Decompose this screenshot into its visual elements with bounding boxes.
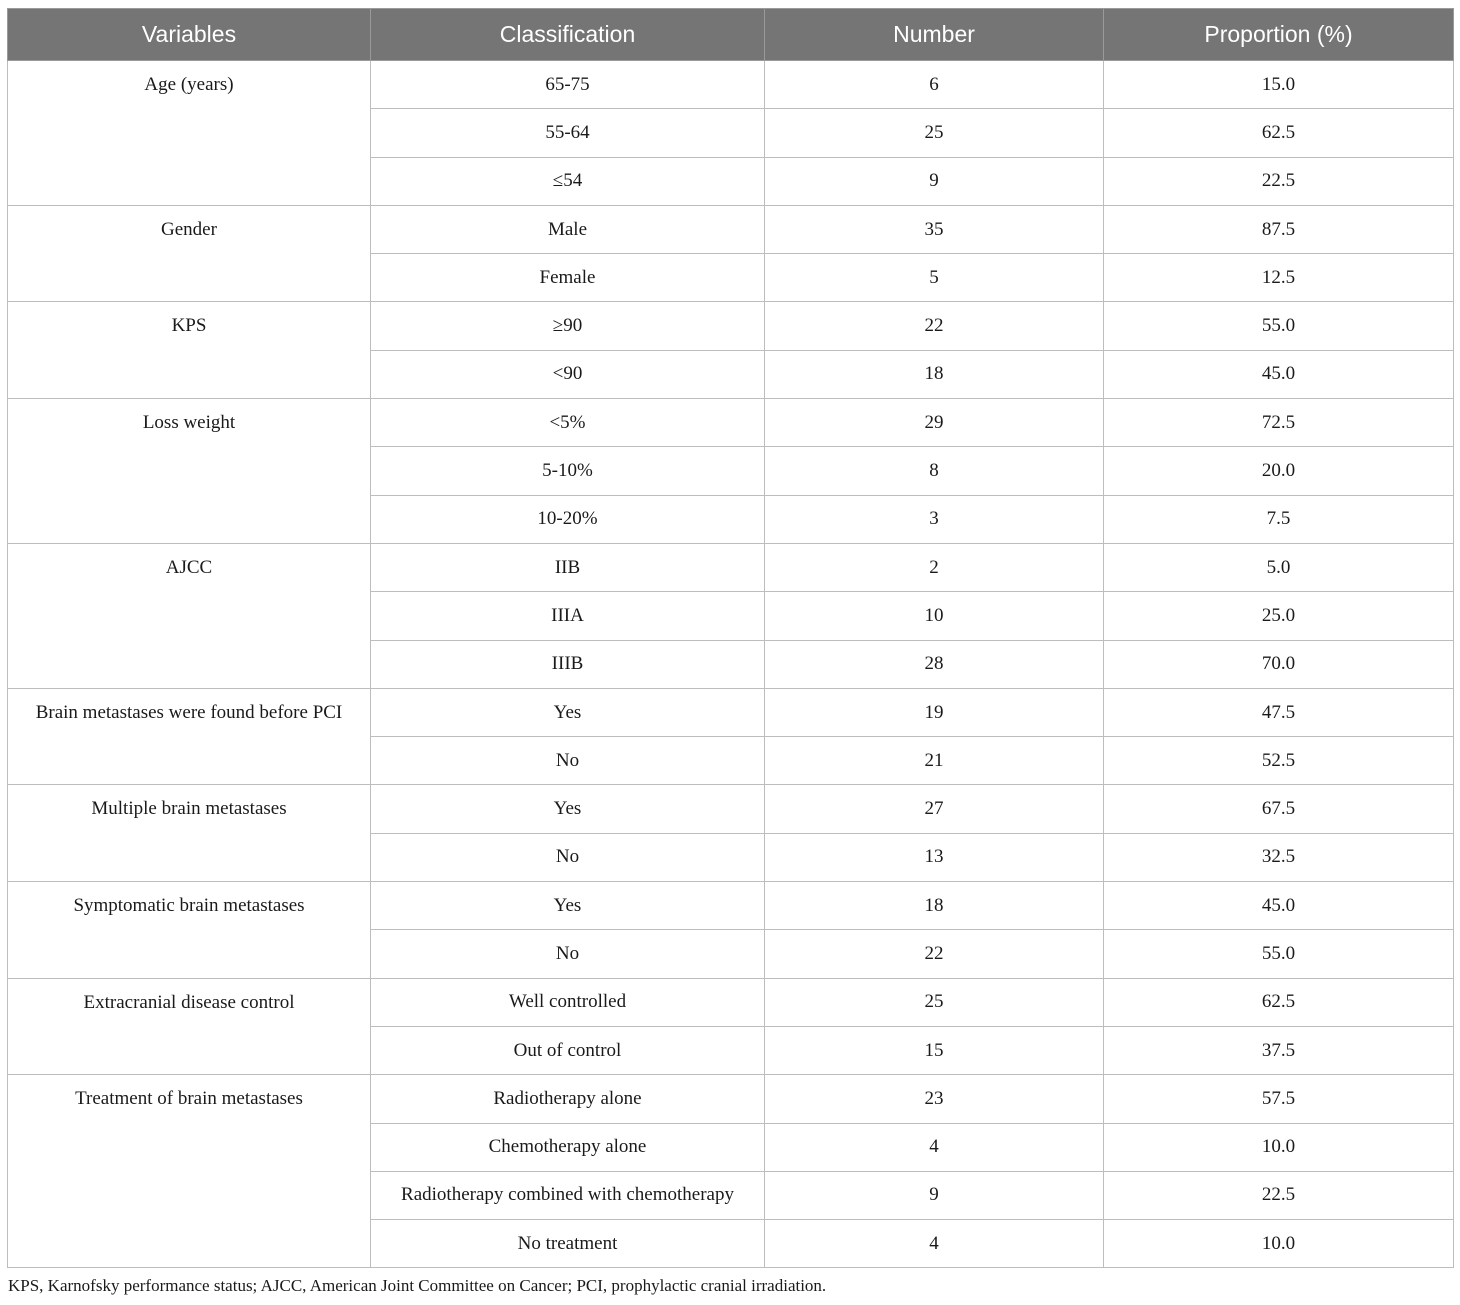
cell-classification: No <box>371 833 765 881</box>
cell-classification: Yes <box>371 688 765 736</box>
cell-number: 35 <box>765 205 1104 253</box>
cell-proportion: 62.5 <box>1104 109 1454 157</box>
cell-variable <box>8 109 371 157</box>
cell-classification: ≤54 <box>371 157 765 205</box>
cell-proportion: 25.0 <box>1104 592 1454 640</box>
table-row <box>8 688 1454 736</box>
cell-variable: Treatment of brain metastases <box>8 1075 371 1123</box>
cell-classification: 10-20% <box>371 495 765 543</box>
cell-proportion: 32.5 <box>1104 833 1454 881</box>
table-row <box>8 1123 1454 1171</box>
cell-variable: KPS <box>8 302 371 350</box>
cell-number: 18 <box>765 882 1104 930</box>
cell-variable <box>8 930 371 978</box>
cell-classification: IIIA <box>371 592 765 640</box>
table-row <box>8 350 1454 398</box>
cell-number: 9 <box>765 1171 1104 1219</box>
cell-classification: <90 <box>371 350 765 398</box>
cell-classification: Yes <box>371 785 765 833</box>
header-variables: Variables <box>8 9 371 61</box>
cell-proportion: 45.0 <box>1104 882 1454 930</box>
table-row <box>8 543 1454 591</box>
cell-proportion: 37.5 <box>1104 1026 1454 1074</box>
cell-classification: No treatment <box>371 1220 765 1268</box>
cell-variable: Extracranial disease control <box>8 978 371 1026</box>
table-row <box>8 1220 1454 1268</box>
cell-number: 3 <box>765 495 1104 543</box>
cell-number: 22 <box>765 930 1104 978</box>
cell-number: 13 <box>765 833 1104 881</box>
cell-classification: Yes <box>371 882 765 930</box>
cell-proportion: 10.0 <box>1104 1123 1454 1171</box>
table-row <box>8 254 1454 302</box>
cell-proportion: 87.5 <box>1104 205 1454 253</box>
cell-variable: Gender <box>8 205 371 253</box>
cell-proportion: 62.5 <box>1104 978 1454 1026</box>
cell-classification: Female <box>371 254 765 302</box>
cell-classification: Chemotherapy alone <box>371 1123 765 1171</box>
table-row <box>8 1075 1454 1123</box>
table-row <box>8 833 1454 881</box>
cell-proportion: 7.5 <box>1104 495 1454 543</box>
table-row <box>8 882 1454 930</box>
cell-variable <box>8 1026 371 1074</box>
cell-variable: Symptomatic brain metastases <box>8 882 371 930</box>
cell-variable <box>8 1220 371 1268</box>
cell-proportion: 22.5 <box>1104 1171 1454 1219</box>
table-row <box>8 205 1454 253</box>
cell-number: 25 <box>765 109 1104 157</box>
cell-variable <box>8 592 371 640</box>
cell-classification: Well controlled <box>371 978 765 1026</box>
patient-characteristics-table <box>7 8 1454 1268</box>
cell-proportion: 55.0 <box>1104 930 1454 978</box>
table-row <box>8 737 1454 785</box>
cell-proportion: 70.0 <box>1104 640 1454 688</box>
cell-number: 28 <box>765 640 1104 688</box>
table-row <box>8 495 1454 543</box>
cell-proportion: 20.0 <box>1104 447 1454 495</box>
cell-classification: No <box>371 930 765 978</box>
cell-number: 5 <box>765 254 1104 302</box>
table-row <box>8 930 1454 978</box>
cell-variable <box>8 833 371 881</box>
cell-classification: IIIB <box>371 640 765 688</box>
cell-classification: Radiotherapy combined with chemotherapy <box>371 1171 765 1219</box>
cell-number: 8 <box>765 447 1104 495</box>
cell-number: 19 <box>765 688 1104 736</box>
cell-proportion: 10.0 <box>1104 1220 1454 1268</box>
table-row <box>8 592 1454 640</box>
cell-proportion: 55.0 <box>1104 302 1454 350</box>
table-row <box>8 399 1454 447</box>
cell-classification: Male <box>371 205 765 253</box>
cell-proportion: 57.5 <box>1104 1075 1454 1123</box>
table-row <box>8 1171 1454 1219</box>
cell-variable: AJCC <box>8 543 371 591</box>
header-number: Number <box>765 9 1104 61</box>
cell-number: 4 <box>765 1123 1104 1171</box>
cell-number: 9 <box>765 157 1104 205</box>
cell-variable <box>8 737 371 785</box>
cell-classification: 5-10% <box>371 447 765 495</box>
cell-classification: 55-64 <box>371 109 765 157</box>
cell-number: 22 <box>765 302 1104 350</box>
header-classification: Classification <box>371 9 765 61</box>
cell-number: 25 <box>765 978 1104 1026</box>
cell-classification: No <box>371 737 765 785</box>
cell-number: 15 <box>765 1026 1104 1074</box>
cell-classification: <5% <box>371 399 765 447</box>
table-row <box>8 61 1454 109</box>
cell-proportion: 12.5 <box>1104 254 1454 302</box>
table-row <box>8 109 1454 157</box>
cell-number: 2 <box>765 543 1104 591</box>
cell-classification: ≥90 <box>371 302 765 350</box>
cell-variable: Multiple brain metastases <box>8 785 371 833</box>
cell-classification: IIB <box>371 543 765 591</box>
cell-proportion: 67.5 <box>1104 785 1454 833</box>
cell-variable <box>8 157 371 205</box>
cell-variable: Age (years) <box>8 61 371 109</box>
cell-proportion: 72.5 <box>1104 399 1454 447</box>
table-row <box>8 640 1454 688</box>
cell-number: 18 <box>765 350 1104 398</box>
table-row <box>8 447 1454 495</box>
cell-variable <box>8 640 371 688</box>
cell-number: 10 <box>765 592 1104 640</box>
cell-proportion: 45.0 <box>1104 350 1454 398</box>
table-row <box>8 302 1454 350</box>
cell-proportion: 15.0 <box>1104 61 1454 109</box>
table-header <box>8 9 1454 61</box>
table-footnote: KPS, Karnofsky performance status; AJCC, American Joint Committee on Cancer; PCI, prophylactic cranial irradiation. <box>8 1276 827 1295</box>
cell-proportion: 22.5 <box>1104 157 1454 205</box>
cell-proportion: 47.5 <box>1104 688 1454 736</box>
cell-variable: Brain metastases were found before PCI <box>8 688 371 736</box>
table-body <box>8 61 1454 1268</box>
cell-proportion: 52.5 <box>1104 737 1454 785</box>
header-row <box>8 9 1454 61</box>
header-proportion: Proportion (%) <box>1104 9 1454 61</box>
table-row <box>8 157 1454 205</box>
cell-variable <box>8 254 371 302</box>
cell-variable <box>8 447 371 495</box>
data-table-container <box>7 8 1453 1268</box>
cell-variable <box>8 1171 371 1219</box>
cell-number: 29 <box>765 399 1104 447</box>
cell-variable <box>8 495 371 543</box>
table-row <box>8 978 1454 1026</box>
cell-number: 6 <box>765 61 1104 109</box>
cell-proportion: 5.0 <box>1104 543 1454 591</box>
cell-classification: Out of control <box>371 1026 765 1074</box>
cell-number: 27 <box>765 785 1104 833</box>
cell-variable <box>8 350 371 398</box>
cell-number: 4 <box>765 1220 1104 1268</box>
cell-variable <box>8 1123 371 1171</box>
cell-classification: Radiotherapy alone <box>371 1075 765 1123</box>
cell-classification: 65-75 <box>371 61 765 109</box>
cell-variable: Loss weight <box>8 399 371 447</box>
cell-number: 21 <box>765 737 1104 785</box>
cell-number: 23 <box>765 1075 1104 1123</box>
table-row <box>8 785 1454 833</box>
table-row <box>8 1026 1454 1074</box>
